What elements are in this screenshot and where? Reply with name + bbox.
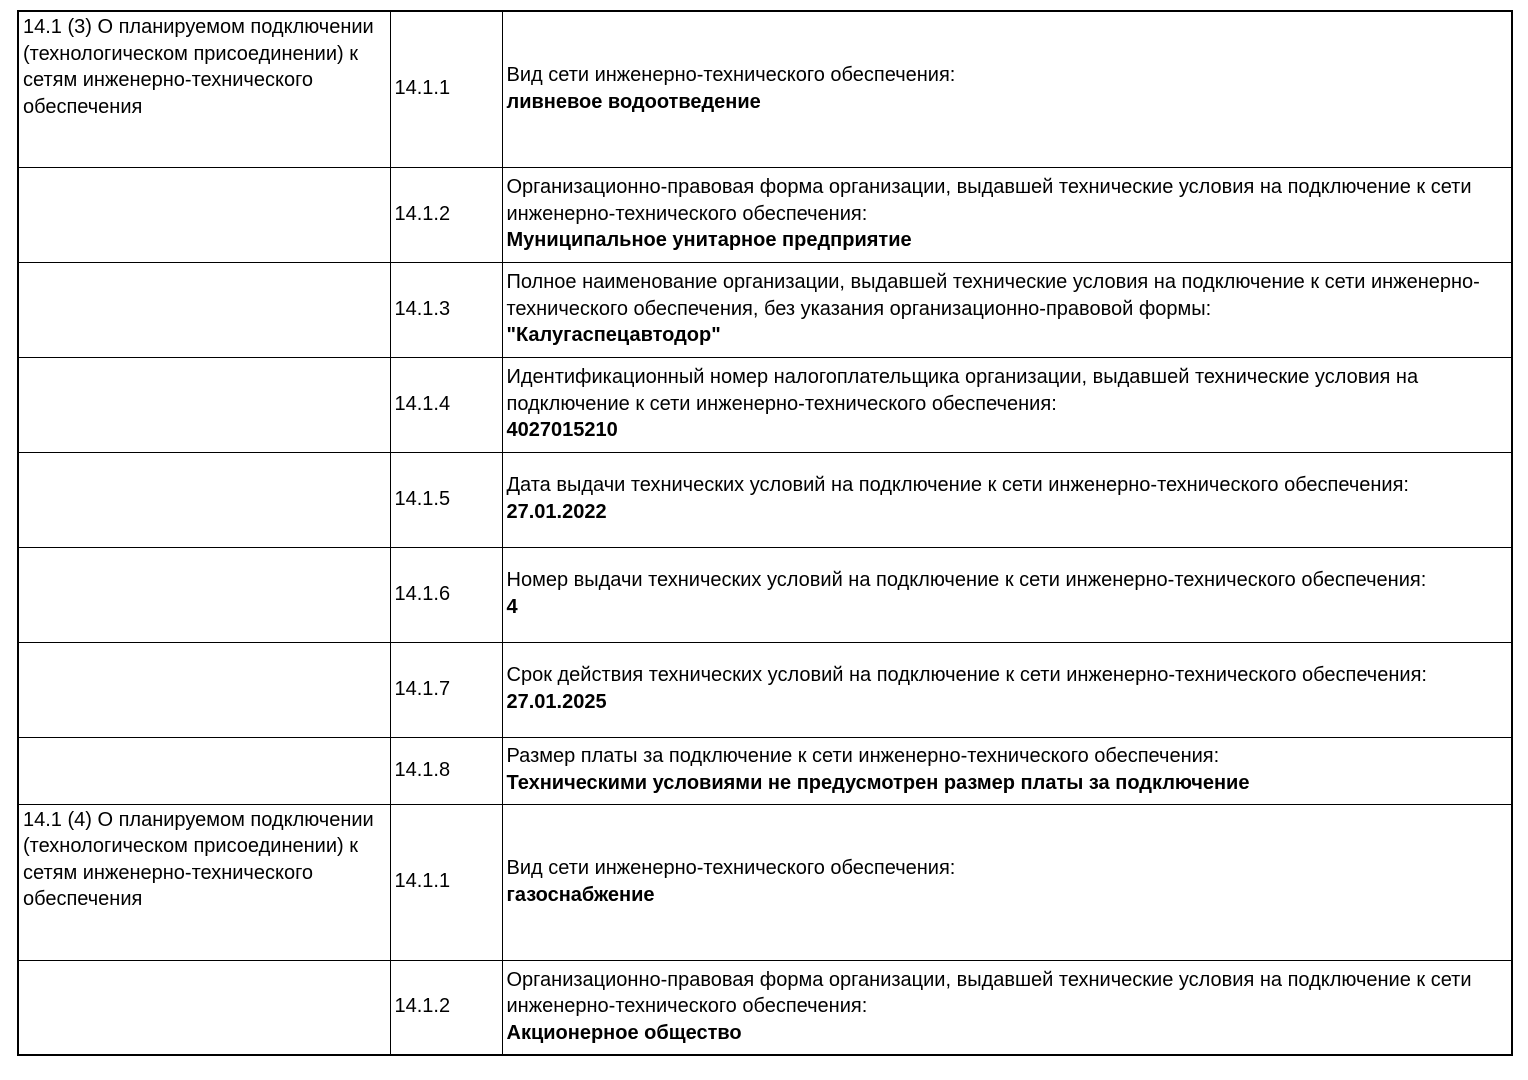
content-label: Организационно-правовая форма организации, выдавшей технические условия на подключение к сети инженерно-технического обеспечения: <box>506 968 1472 1018</box>
content-label: Организационно-правовая форма организации, выдавшей технические условия на подключение к сети инженерно-технического обеспечения: <box>506 176 1472 225</box>
item-number: 14.1.4 <box>394 392 451 415</box>
item-number-cell <box>390 804 502 960</box>
content-label: Срок действия технических условий на подключение к сети инженерно-технического обеспечения: <box>506 664 1427 687</box>
content-label: Вид сети инженерно-технического обеспечения: <box>506 856 956 879</box>
content-value: 4 <box>506 596 518 618</box>
table-row <box>18 737 1512 804</box>
section-label: 14.1 (4) О планируемом подключении (технологическом присоединении) к сетям инженерно-технического обеспечения <box>23 808 374 911</box>
section-cell <box>18 737 390 804</box>
content-value: Техническими условиями не предусмотрен размер платы за подключение <box>506 772 1250 794</box>
section-cell <box>18 167 390 262</box>
section-cell <box>18 804 390 960</box>
item-number: 14.1.2 <box>394 995 451 1018</box>
table-row <box>18 547 1512 642</box>
content-value: "Калугаспецавтодор" <box>506 324 721 347</box>
content-label: Полное наименование организации, выдавшей технические условия на подключение к сети инженерно-технического обеспечения, без указания организационно-правовой формы: <box>506 271 1480 320</box>
content-value: газоснабжение <box>506 883 655 906</box>
item-number-cell <box>390 452 502 547</box>
content-value: 27.01.2022 <box>506 501 607 523</box>
content-value: Муниципальное унитарное предприятие <box>506 229 912 252</box>
item-number: 14.1.8 <box>394 758 451 781</box>
table-row <box>18 357 1512 452</box>
section-label: 14.1 (3) О планируемом подключении (технологическом присоединении) к сетям инженерно-технического обеспечения <box>23 16 374 118</box>
declaration-table <box>17 10 1513 1056</box>
content-cell <box>502 642 1512 737</box>
item-number-cell <box>390 167 502 262</box>
content-cell <box>502 167 1512 262</box>
content-cell <box>502 262 1512 357</box>
item-number: 14.1.3 <box>394 297 451 320</box>
content-cell <box>502 357 1512 452</box>
content-value: 27.01.2025 <box>506 691 607 713</box>
section-cell <box>18 452 390 547</box>
section-cell <box>18 262 390 357</box>
item-number: 14.1.7 <box>394 677 451 700</box>
item-number: 14.1.6 <box>394 582 451 605</box>
section-cell <box>18 960 390 1055</box>
table-row <box>18 960 1512 1055</box>
content-label: Номер выдачи технических условий на подключение к сети инженерно-технического обеспечения: <box>506 569 1427 592</box>
item-number: 14.1.1 <box>394 870 451 893</box>
item-number-cell <box>390 642 502 737</box>
table-row <box>18 804 1512 960</box>
content-cell <box>502 547 1512 642</box>
section-cell <box>18 642 390 737</box>
content-cell <box>502 960 1512 1055</box>
content-value: ливневое водоотведение <box>506 90 761 113</box>
item-number-cell <box>390 960 502 1055</box>
item-number-cell <box>390 357 502 452</box>
item-number: 14.1.2 <box>394 202 451 225</box>
table-row <box>18 167 1512 262</box>
table-row <box>18 11 1512 167</box>
table-row <box>18 262 1512 357</box>
item-number: 14.1.1 <box>394 77 451 100</box>
item-number-cell <box>390 262 502 357</box>
content-label: Дата выдачи технических условий на подключение к сети инженерно-технического обеспечения: <box>506 474 1409 497</box>
content-label: Размер платы за подключение к сети инженерно-технического обеспечения: <box>506 745 1220 768</box>
content-label: Идентификационный номер налогоплательщика организации, выдавшей технические условия на подключение к сети инженерно-технического обеспечения: <box>506 366 1419 415</box>
content-label: Вид сети инженерно-технического обеспечения: <box>506 64 956 87</box>
content-value: 4027015210 <box>506 419 618 442</box>
table-row <box>18 642 1512 737</box>
content-cell <box>502 804 1512 960</box>
section-cell <box>18 11 390 167</box>
content-cell <box>502 737 1512 804</box>
section-cell <box>18 547 390 642</box>
content-value: Акционерное общество <box>506 1022 742 1045</box>
item-number: 14.1.5 <box>394 487 451 510</box>
item-number-cell <box>390 11 502 167</box>
item-number-cell <box>390 547 502 642</box>
content-cell <box>502 11 1512 167</box>
item-number-cell <box>390 737 502 804</box>
section-cell <box>18 357 390 452</box>
content-cell <box>502 452 1512 547</box>
table-row <box>18 452 1512 547</box>
